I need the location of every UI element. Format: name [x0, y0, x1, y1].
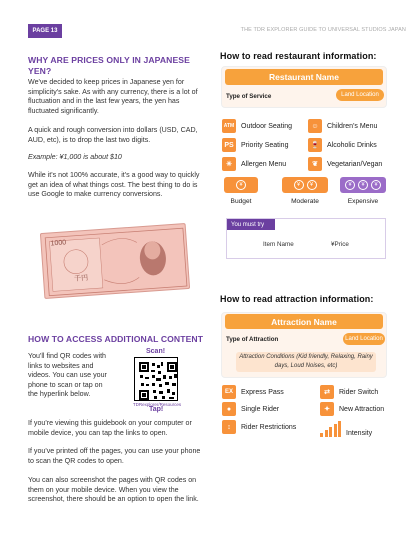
prices-paragraph-1: We've decided to keep prices in Japanese yen for simplicity's sake. As with any currency, there is a lot of fluctuation and in the last few years, the yen has fluctuated significantly. [28, 78, 198, 115]
page-number-badge: PAGE 13 [28, 24, 62, 38]
legend-express-pass: EX Express Pass [222, 385, 284, 399]
scan-label: Scan! [146, 348, 166, 355]
express-pass-icon: EX [222, 385, 236, 399]
tap-label: Tap! [149, 406, 164, 413]
feature-alcoholic-drinks: 🍷 Alcoholic Drinks [308, 138, 377, 152]
item-name: Item Name [263, 241, 294, 248]
price-moderate-box [282, 177, 328, 193]
alcohol-icon: 🍷 [308, 138, 322, 152]
legend-single-rider: ● Single Rider [222, 402, 279, 416]
qr-code[interactable] [135, 358, 177, 400]
additional-content-heading: HOW TO ACCESS ADDITIONAL CONTENT [28, 334, 204, 344]
atm-icon: ATM [222, 119, 236, 133]
running-title: THE TDR EXPLORER GUIDE TO UNIVERSAL STUDIOS JAPAN [240, 27, 406, 33]
legend-new-attraction: ✦ New Attraction [320, 402, 384, 416]
single-rider-icon: ● [222, 402, 236, 416]
yen-coin-icon: ¥ [294, 180, 304, 190]
restaurant-name-bar: Restaurant Name [225, 69, 383, 85]
rider-switch-icon: ⇄ [320, 385, 334, 399]
attraction-info-heading: How to read attraction information: [220, 294, 374, 304]
must-try-box [226, 218, 386, 259]
prices-paragraph-2: A quick and rough conversion into dollars (USD, CAD, AUD, etc), is to drop the last two digits. [28, 126, 198, 144]
intensity-icon [320, 421, 341, 437]
price-label-budget: Budget [230, 198, 252, 205]
price-expensive-box [340, 177, 386, 193]
allergen-icon: ✳ [222, 157, 236, 171]
legend-rider-restrictions: ↕ Rider Restrictions [222, 420, 296, 434]
price-budget-box [224, 177, 258, 193]
yen-coin-icon: ¥ [236, 180, 246, 190]
restaurant-info-heading: How to read restaurant information: [220, 51, 377, 61]
attraction-conditions: Attraction Conditions (Kid friendly, Relaxing, Rainy days, Loud Noises, etc) [236, 352, 376, 372]
yen-coin-icon: ¥ [358, 180, 368, 190]
prices-heading: WHY ARE PRICES ONLY IN JAPANESE YEN? [28, 55, 190, 76]
feature-allergen-menu: ✳ Allergen Menu [222, 157, 286, 171]
must-try-label: You must try [227, 219, 275, 230]
item-price: ¥Price [331, 241, 349, 248]
prices-example: Example: ¥1,000 is about $10 [28, 153, 122, 161]
attraction-name-bar: Attraction Name [225, 314, 383, 329]
additional-paragraph-1: You'll find QR codes with links to websites and videos. You can use your phone to scan or tap on the hyperlink below. [28, 352, 107, 399]
priority-seating-icon: PS [222, 138, 236, 152]
yen-coin-icon: ¥ [345, 180, 355, 190]
qr-caption: TDRexplorer/Resources [132, 402, 182, 407]
additional-paragraph-4: You can also screenshot the pages with QR codes on them on your mobile device. When you view the screenshot, there should be an option to open the link. [28, 476, 199, 504]
restaurant-location-pill: Land Location [336, 89, 384, 101]
new-attraction-icon: ✦ [320, 402, 334, 416]
yen-banknote-image: 1000 千円 [40, 223, 190, 299]
feature-outdoor-seating: ATM Outdoor Seating [222, 119, 292, 133]
yen-coin-icon: ¥ [371, 180, 381, 190]
legend-rider-switch: ⇄ Rider Switch [320, 385, 378, 399]
additional-paragraph-3: If you've printed off the pages, you can use your phone to scan the QR codes to open. [28, 447, 201, 465]
attraction-type-label: Type of Attraction [226, 336, 279, 343]
price-label-expensive: Expensive [347, 198, 379, 205]
attraction-location-pill: Land Location [343, 333, 385, 345]
feature-vegetarian: ❦ Vegetarian/Vegan [308, 157, 382, 171]
feature-childrens-menu: ☺ Children's Menu [308, 119, 377, 133]
restaurant-type-label: Type of Service [226, 93, 272, 100]
vegetarian-icon: ❦ [308, 157, 322, 171]
rider-restrictions-icon: ↕ [222, 420, 236, 434]
feature-priority-seating: PS Priority Seating [222, 138, 288, 152]
prices-paragraph-3: While it's not 100% accurate, it's a good way to quickly get an idea of what things cost. The best thing to do is use Google to make currency conversions. [28, 171, 200, 199]
additional-paragraph-2: If you're viewing this guidebook on your computer or mobile device, you can tap the links to open. [28, 419, 192, 437]
price-label-moderate: Moderate [291, 198, 319, 205]
legend-intensity: Intensity [320, 420, 372, 437]
childrens-menu-icon: ☺ [308, 119, 322, 133]
yen-coin-icon: ¥ [307, 180, 317, 190]
